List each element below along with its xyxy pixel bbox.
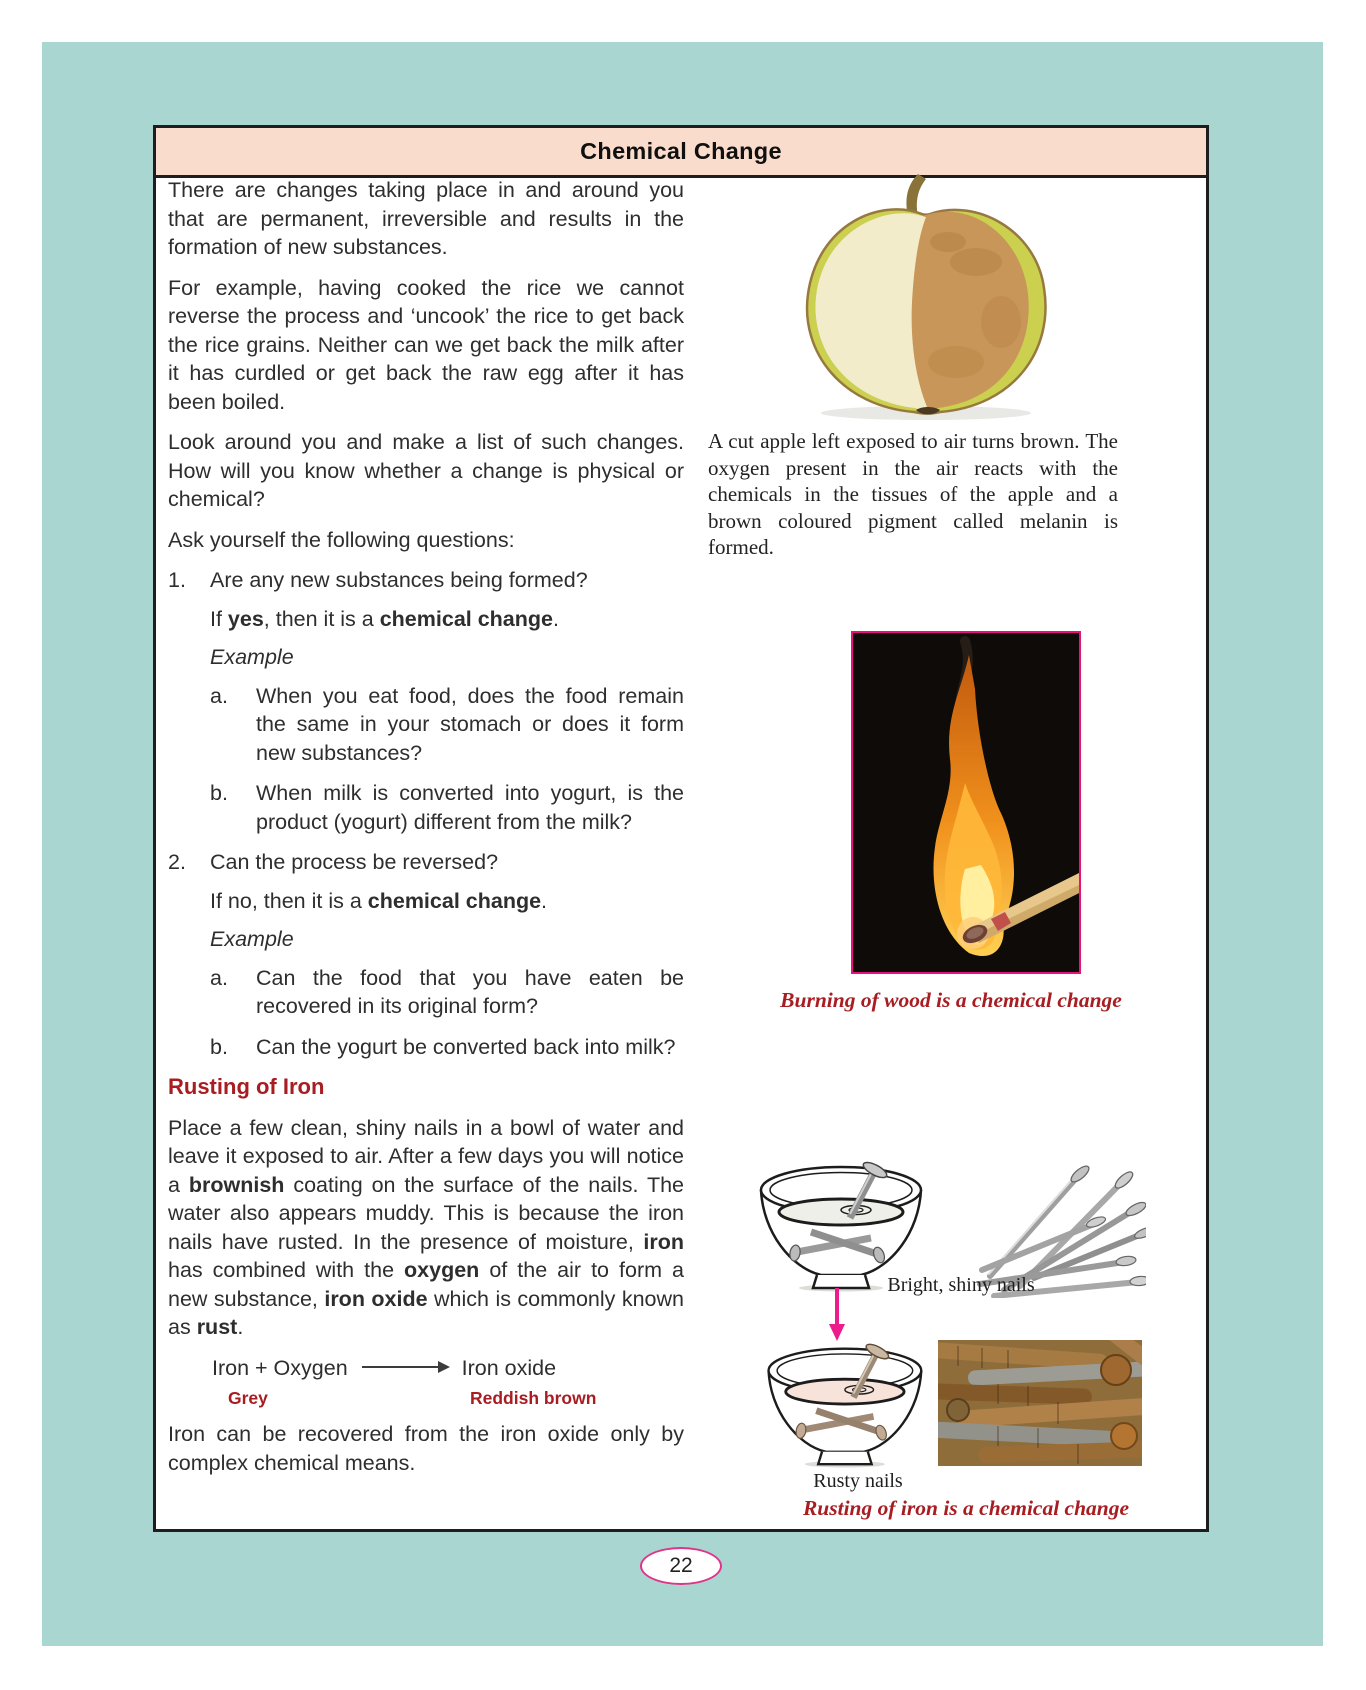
question-1-sub-b bbox=[210, 779, 684, 836]
question-2 bbox=[168, 848, 684, 877]
equation-product: Iron oxide bbox=[461, 1355, 557, 1380]
shiny-nails-label: Bright, shiny nails bbox=[887, 1274, 1035, 1296]
page-number: 22 bbox=[669, 1554, 693, 1577]
paragraph-rusting bbox=[168, 1114, 684, 1342]
answer-text: If no, then it is a bbox=[210, 888, 368, 913]
title-banner bbox=[156, 128, 1206, 178]
sub-letter: b. bbox=[210, 1034, 228, 1059]
sub-letter: a. bbox=[210, 683, 228, 708]
rusting-text: coating on the surface of the nails. The water also appears muddy. This is because the iron nails have rusted. In the presence of moisture, bbox=[168, 1172, 685, 1254]
rusting-bold: brownish bbox=[188, 1172, 285, 1197]
rusting-bold: iron bbox=[643, 1229, 684, 1254]
sub-letter: a. bbox=[210, 965, 228, 990]
answer-bold: yes bbox=[227, 606, 264, 631]
rusting-bold: rust bbox=[196, 1315, 238, 1339]
apple-caption: A cut apple left exposed to air turns brown. The oxygen present in the air reacts with the chemicals in the tissues of the apple and a brown coloured pigment called melanin is formed. bbox=[708, 429, 1118, 559]
body-text-column bbox=[168, 176, 684, 1489]
page-title: Chemical Change bbox=[580, 138, 782, 164]
rusting-text: which is commonly known as bbox=[168, 1286, 684, 1339]
example-label: Example bbox=[210, 645, 294, 669]
cut-apple-photo bbox=[776, 172, 1076, 422]
example-label: Example bbox=[210, 927, 294, 951]
question-1-answer bbox=[210, 605, 684, 634]
rusting-caption: Rusting of iron is a chemical change bbox=[802, 1496, 1130, 1520]
rusting-text: has combined with the bbox=[168, 1258, 405, 1282]
down-arrow-icon bbox=[828, 1288, 846, 1342]
answer-bold: chemical change bbox=[367, 888, 542, 913]
question-2-sub-a bbox=[210, 964, 684, 1021]
paragraph-ask-yourself: Ask yourself the following questions: bbox=[168, 527, 515, 552]
paragraph-intro: There are changes taking place in and around you that are permanent, irreversible and results in the formation of new substances. bbox=[168, 178, 684, 259]
paragraph-rice-example: For example, having cooked the rice we cannot reverse the process and ‘uncook’ the rice to get back the rice grains. Neither can we get back the milk after it has curdled or get back the raw egg after it has been boiled. bbox=[168, 275, 684, 414]
rusting-bold: iron oxide bbox=[324, 1286, 428, 1311]
equation-row bbox=[212, 1354, 684, 1383]
bowl-of-water-icon bbox=[753, 1160, 925, 1292]
sub-letter: b. bbox=[210, 781, 228, 805]
rusty-nails-label: Rusty nails bbox=[813, 1470, 903, 1492]
answer-text: If bbox=[210, 606, 228, 631]
content-frame bbox=[153, 125, 1209, 1532]
list-number: 1. bbox=[168, 568, 186, 592]
rusting-text: of the air to form a new substance, bbox=[168, 1258, 684, 1311]
question-1 bbox=[168, 566, 684, 595]
answer-bold: chemical change bbox=[379, 606, 553, 631]
paragraph-look-around: Look around you and make a list of such changes. How will you know whether a change is physical or chemical? bbox=[168, 430, 684, 511]
answer-text: , then it is a bbox=[263, 606, 380, 631]
question-2-text: Can the process be reversed? bbox=[210, 850, 499, 874]
sub-text: Can the yogurt be converted back into milk? bbox=[256, 1034, 676, 1059]
rusting-bold: oxygen bbox=[404, 1258, 480, 1282]
sub-text: Can the food that you have eaten be recovered in its original form? bbox=[256, 965, 684, 1018]
question-2-answer bbox=[210, 887, 684, 916]
chemical-equation bbox=[212, 1354, 684, 1409]
equation-notes bbox=[212, 1384, 684, 1408]
product-colour-note: Reddish brown bbox=[470, 1388, 597, 1408]
bowl-of-rusty-water-icon bbox=[757, 1342, 929, 1468]
burning-caption: Burning of wood is a chemical change bbox=[780, 988, 1122, 1012]
equation-reactants: Iron + Oxygen bbox=[212, 1355, 348, 1380]
burning-match-photo bbox=[851, 631, 1081, 974]
answer-text: . bbox=[541, 888, 548, 913]
reaction-arrow-icon bbox=[362, 1366, 448, 1368]
question-1-text: Are any new substances being formed? bbox=[210, 568, 588, 592]
flame-illustration bbox=[853, 633, 1079, 972]
apple-illustration bbox=[776, 172, 1076, 422]
rusting-text: Place a few clean, shiny nails in a bowl of water and leave it exposed to air. After a few days you will notice a bbox=[168, 1115, 684, 1197]
question-2-sub-b bbox=[210, 1033, 684, 1062]
bowl-shiny-nails-illustration bbox=[753, 1160, 925, 1292]
sub-text: When you eat food, does the food remain the same in your stomach or does it form new substances? bbox=[256, 683, 684, 765]
reactant-colour-note: Grey bbox=[228, 1388, 268, 1408]
section-heading-rusting: Rusting of Iron bbox=[168, 1074, 325, 1099]
sub-text: When milk is converted into yogurt, is the product (yogurt) different from the milk? bbox=[256, 781, 684, 834]
rusty-nails-illustration bbox=[938, 1340, 1142, 1466]
rusting-text: . bbox=[237, 1315, 244, 1339]
rusty-nails-photo bbox=[938, 1340, 1142, 1466]
answer-text: . bbox=[553, 606, 559, 631]
paragraph-closing: Iron can be recovered from the iron oxide only by complex chemical means. bbox=[168, 1422, 684, 1475]
page-number-badge bbox=[640, 1547, 722, 1585]
list-number: 2. bbox=[168, 850, 186, 874]
bowl-rusty-nails-illustration bbox=[757, 1342, 929, 1468]
question-1-sub-a bbox=[210, 682, 684, 768]
